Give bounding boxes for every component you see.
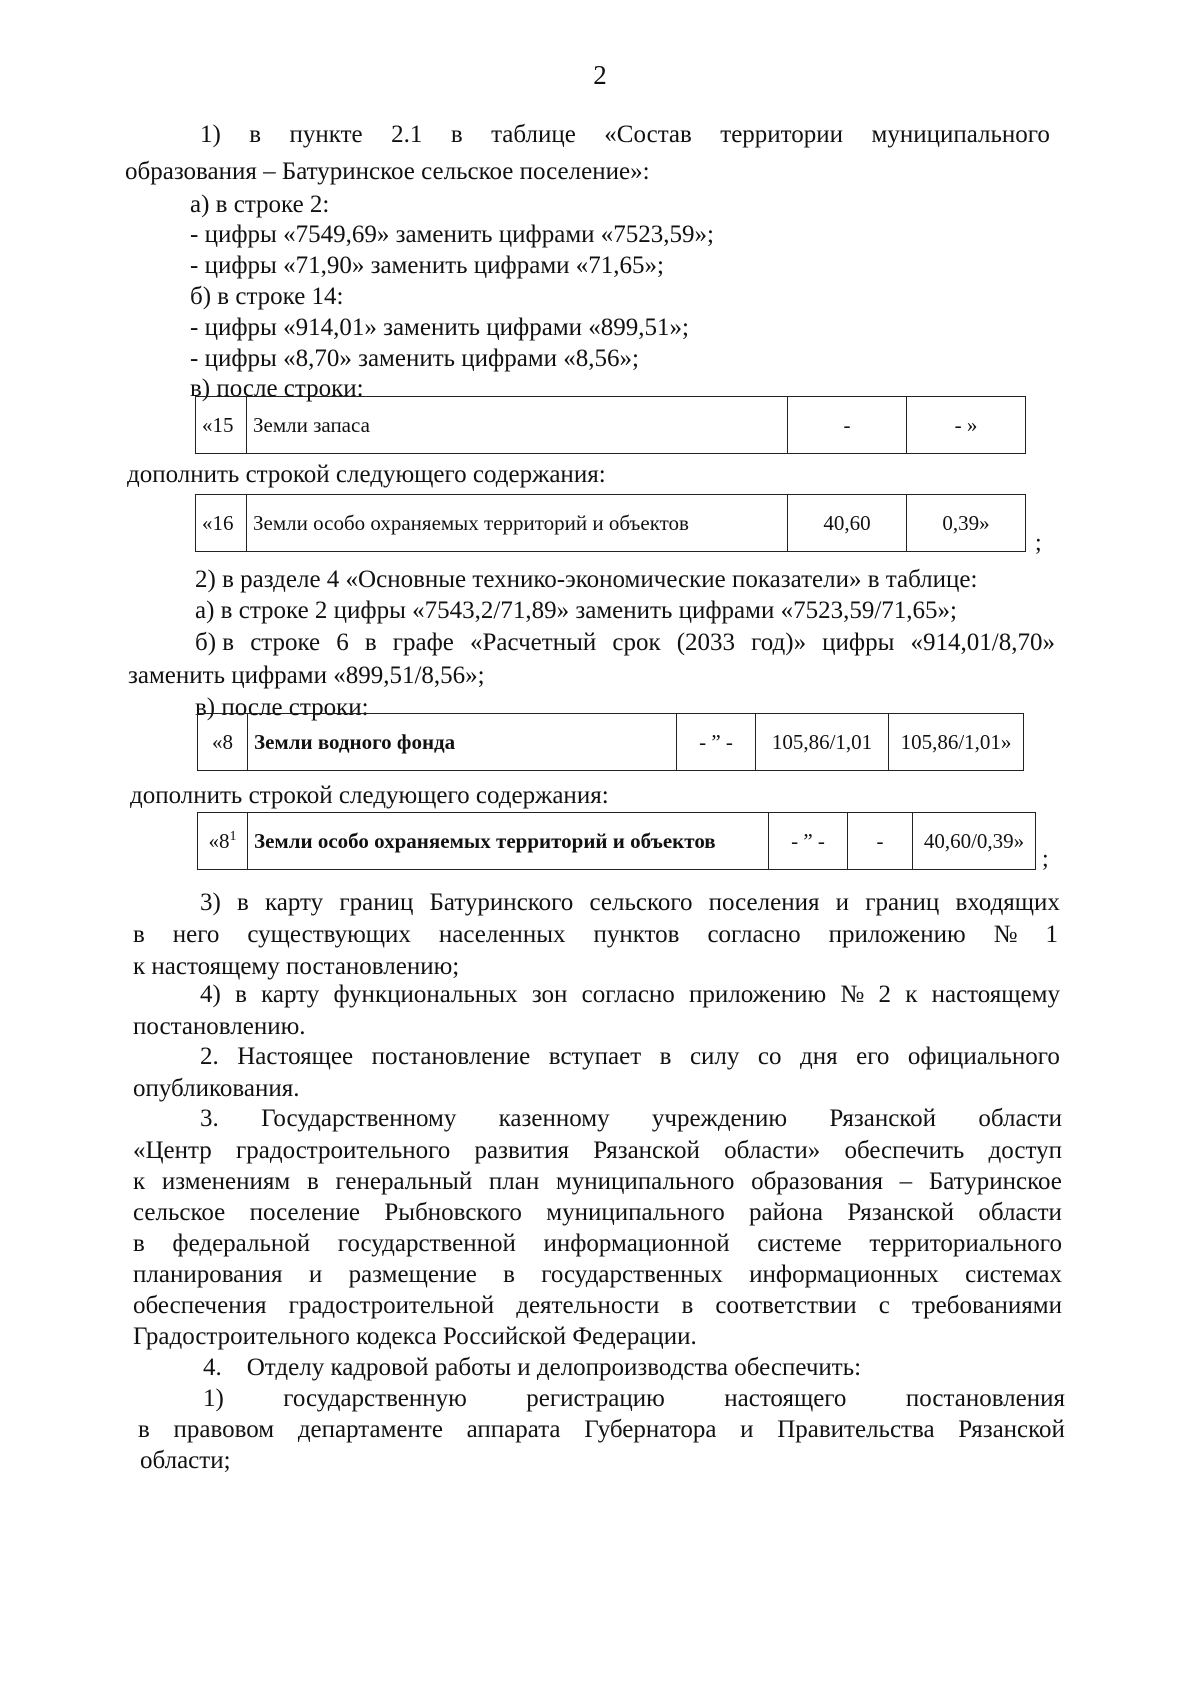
value-cell-2: 105,86/1,01» [889,714,1024,771]
word: цифры [822,629,895,656]
word: пункте [289,121,363,148]
word: 2. [200,1043,219,1070]
p2-b-line-2: заменить цифрами «899,51/8,56»; [128,662,485,689]
word: генеральный [335,1168,473,1195]
row-number-cell: «15 [196,397,247,454]
word: информационной [543,1230,730,1257]
word: поселения [708,889,820,916]
s3-line-2 [133,1136,1062,1166]
s3-line-1 [200,1104,1062,1134]
value-cell-2: - » [907,397,1026,454]
s3-line-7 [133,1291,1062,1321]
word: него [172,921,220,948]
word: департаменте [297,1416,443,1443]
p3-line-1 [200,888,1060,918]
word: в [235,981,247,1008]
word: поселение [249,1199,361,1226]
word: пунктов [593,921,680,948]
word: в [364,629,377,656]
word: населенных [438,921,566,948]
word: доступ [988,1137,1062,1164]
value-cell-1: - [788,397,907,454]
word: «914,01/8,70» [910,629,1055,656]
word: карту [265,889,324,916]
word: сельское [133,1199,226,1226]
p1-b-item-1: - цифры «914,01» заменить цифрами «899,51»; [190,314,689,341]
value-cell-2: 40,60/0,39» [913,813,1036,870]
word: план [488,1168,540,1195]
p2-b-line-1 [195,628,1055,658]
word: в [306,1168,319,1195]
word: размещение [348,1261,477,1288]
word: зон [531,981,568,1008]
s3-line-3 [133,1167,1062,1197]
s4-sub-1 [203,1384,1065,1414]
word: Рязанской [829,1105,937,1132]
word: к [905,981,918,1008]
word: 3) [200,889,221,916]
word: официального [907,1043,1060,1070]
row-number-cell: «8 [198,714,248,771]
word: деятельности [516,1292,660,1319]
value-cell-1: 40,60 [788,495,907,552]
word: в [681,1292,694,1319]
table-row [198,813,1036,870]
word: обеспечения [133,1292,267,1319]
word: 4) [200,981,221,1008]
word: федеральной [172,1230,311,1257]
word: силу [689,1043,740,1070]
word: в [237,889,249,916]
word: территориального [869,1230,1062,1257]
row-number: «8 [208,828,230,853]
word: 1 [1045,921,1058,948]
value-cell-1: - [848,813,913,870]
word: согласно [581,981,675,1008]
word: района [749,1199,823,1226]
word: графе [392,629,454,656]
word: в [133,1230,145,1257]
word: настоящему [931,981,1060,1008]
word: государственной [337,1230,516,1257]
word: в [133,921,145,948]
p3-line-2 [133,920,1058,950]
table-new-row-8-1 [197,812,1036,870]
semicolon: ; [1042,846,1049,872]
word: планирования [133,1261,283,1288]
word: муниципального [555,1168,735,1195]
word: Батуринское [928,1168,1062,1195]
p1-b-item-2: - цифры «8,70» заменить цифрами «8,56»; [190,345,639,372]
word: границ [865,889,940,916]
word: государственных [541,1261,723,1288]
p1-a-heading: а) в строке 2: [190,191,330,218]
p4-line-2: постановлению. [133,1013,306,1040]
word: и [740,1416,754,1443]
word: 1) [200,121,221,148]
s4-line-1: 4. Отделу кадровой работы и делопроизводства обеспечить: [203,1354,862,1381]
word: системе [757,1230,842,1257]
word: Настоящее [237,1043,354,1070]
word: год)» [751,629,807,656]
word: образования [751,1168,883,1195]
word: развития [474,1137,570,1164]
word: аппарата [466,1416,561,1443]
p1-line-2: образования – Батуринское сельское поселение»: [125,158,650,185]
row-name-cell: Земли особо охраняемых территорий и объектов [248,813,769,870]
word: границ [339,889,414,916]
word: вступает [548,1043,642,1070]
s3-line-6 [133,1260,1062,1290]
row-number-cell [198,813,248,870]
word: «Состав [604,121,692,148]
word: его [856,1043,890,1070]
word: настоящего [724,1385,847,1412]
p1-a-item-2: - цифры «71,90» заменить цифрами «71,65»; [190,252,664,279]
word: и [835,889,850,916]
word: срок [612,629,661,656]
word: соответствии [715,1292,857,1319]
semicolon: ; [1035,530,1042,556]
word: таблице [491,121,576,148]
word: Правительства [777,1416,935,1443]
word: обеспечить [844,1137,965,1164]
word: и [308,1261,323,1288]
word: в [138,1416,150,1443]
word: б) в [195,629,235,656]
table-new-row-16 [195,494,1026,552]
word: государственную [283,1385,467,1412]
word: муниципального [546,1199,725,1226]
word: «Расчетный [470,629,597,656]
word: «Центр [133,1137,212,1164]
word: с [878,1292,890,1319]
word: в [450,121,463,148]
p1-a-item-1: - цифры «7549,69» заменить цифрами «7523,59»; [190,221,714,248]
value-cell-2: 0,39» [907,495,1026,552]
word: градостроительной [288,1292,495,1319]
word: со [757,1043,782,1070]
word: (2033 [676,629,736,656]
word: информационных [749,1261,939,1288]
table-row-after-15 [195,396,1026,454]
word: Батуринского [429,889,574,916]
p3-line-3: к настоящему постановлению; [133,953,460,980]
word: функциональных [333,981,518,1008]
word: Губернатора [584,1416,717,1443]
word: постановления [905,1385,1065,1412]
s3-line-4 [133,1198,1062,1228]
word: учреждению [651,1105,788,1132]
row-name-cell: Земли особо охраняемых территорий и объектов [247,495,788,552]
word: приложению [689,981,827,1008]
table-row-after-8 [197,713,1024,771]
word: 2 [878,981,891,1008]
p4-line-1 [200,980,1060,1010]
word: муниципального [871,121,1050,148]
word: 2.1 [391,121,423,148]
p2-a: а) в строке 2 цифры «7543,2/71,89» заменить цифрами «7523,59/71,65»; [195,597,957,624]
word: требованиями [911,1292,1062,1319]
p2-line-1: 2) в разделе 4 «Основные технико-экономические показатели» в таблице: [195,566,978,593]
word: изменениям [161,1168,291,1195]
word: Рязанской [958,1416,1065,1443]
page-number: 2 [593,60,607,90]
p2-v-heading: в) после строки: [195,694,369,721]
word: системах [965,1261,1062,1288]
s4-sub-2 [138,1415,1065,1445]
table-row [196,397,1026,454]
word: постановление [371,1043,531,1070]
word: 6 [336,629,349,656]
s3-line-5 [133,1229,1062,1259]
word: в [503,1261,515,1288]
s4-sub-3: области; [140,1447,231,1474]
word: области [978,1199,1062,1226]
s3-line-8: Градостроительного кодекса Российской Федерации. [133,1323,697,1350]
word: 3. [200,1105,219,1132]
unit-cell: - ” - [677,714,756,771]
word: 1) [203,1385,224,1412]
word: входящих [955,889,1060,916]
word: в [659,1043,672,1070]
word: № [840,981,865,1008]
word: Государственному [261,1105,457,1132]
p1-v-heading: в) после строки: [190,375,364,402]
word: приложению [828,921,966,948]
word: области» [724,1137,821,1164]
s2-line-2: опубликования. [133,1075,300,1102]
row-name-cell: Земли запаса [247,397,788,454]
unit-cell: - ” - [769,813,848,870]
p1-add-label: дополнить строкой следующего содержания: [127,461,606,488]
word: правовом [173,1416,275,1443]
row-name-cell: Земли водного фонда [248,714,677,771]
word: области [978,1105,1062,1132]
word: Рыбновского [384,1199,522,1226]
word: регистрацию [526,1385,665,1412]
word: карту [261,981,320,1008]
table-row [196,495,1026,552]
word: существующих [247,921,411,948]
row-number-superscript: 1 [229,828,237,844]
word: к [133,1168,146,1195]
word: Рязанской [847,1199,954,1226]
p1-b-heading: б) в строке 14: [190,283,344,310]
s2-line-1 [200,1042,1060,1072]
word: № [993,921,1018,948]
table-row [198,714,1024,771]
row-number-cell: «16 [196,495,247,552]
word: территории [720,121,844,148]
word: строке [250,629,321,656]
value-cell-1: 105,86/1,01 [756,714,889,771]
word: в [249,121,262,148]
word: сельского [589,889,693,916]
p2-add-label: дополнить строкой следующего содержания: [130,782,609,809]
word: – [899,1168,913,1195]
p1-line-1 [200,120,1050,150]
word: дня [800,1043,838,1070]
word: Рязанской [593,1137,700,1164]
word: согласно [707,921,801,948]
word: казенному [498,1105,610,1132]
word: градостроительного [236,1137,451,1164]
